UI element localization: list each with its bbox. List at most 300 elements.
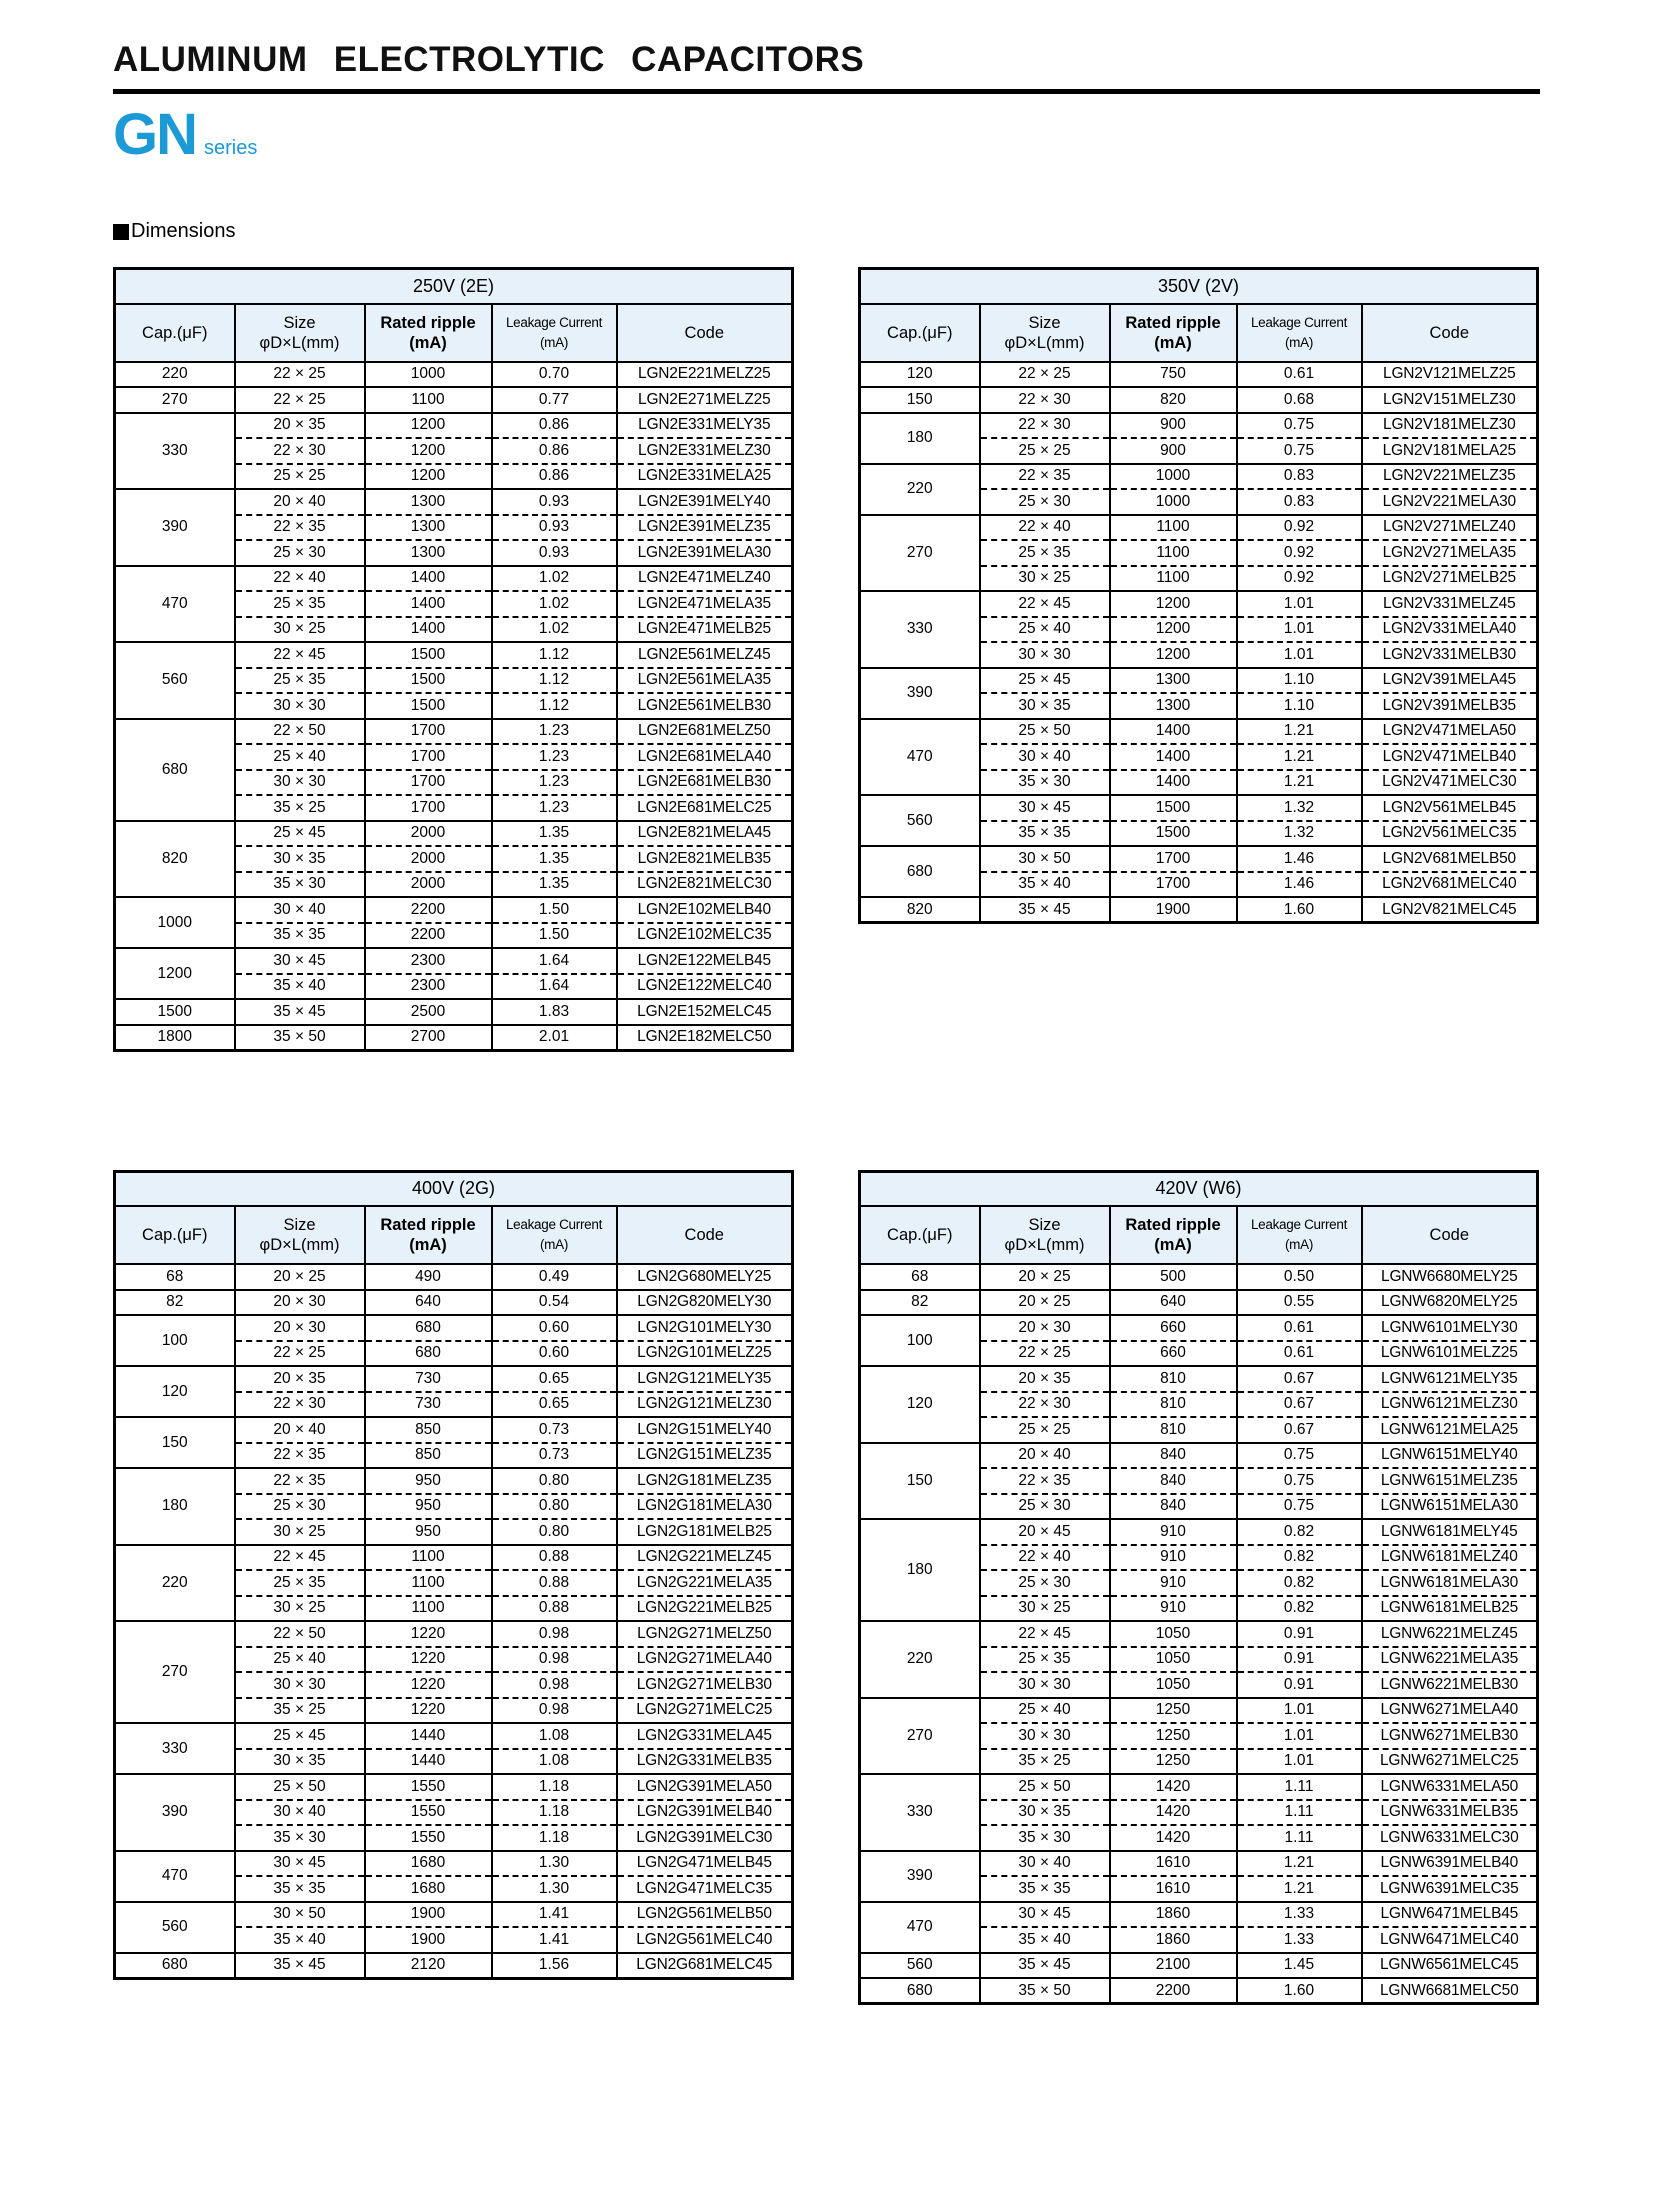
ripple-cell: 1700 <box>1110 846 1237 872</box>
table-row <box>860 1264 1538 1290</box>
table-row <box>115 999 793 1025</box>
leakage-cell: 1.45 <box>1237 1953 1362 1979</box>
header-line: φD×L(mm) <box>259 333 340 352</box>
leakage-cell: 0.75 <box>1237 438 1362 464</box>
code-cell: LGNW6181MELZ40 <box>1362 1545 1538 1571</box>
spec-table-420v <box>858 1170 1539 2006</box>
ripple-cell: 2000 <box>365 872 492 898</box>
leakage-cell: 0.91 <box>1237 1672 1362 1698</box>
size-cell: 30 × 30 <box>235 1672 365 1698</box>
ripple-cell: 1900 <box>1110 897 1237 923</box>
header-line: (mA) <box>539 334 569 350</box>
leakage-cell: 1.01 <box>1237 1749 1362 1775</box>
size-cell: 30 × 35 <box>980 693 1110 719</box>
leakage-cell: 0.55 <box>1237 1290 1362 1316</box>
cap-cell: 330 <box>860 1774 980 1851</box>
column-header-ripple <box>1110 304 1237 362</box>
size-cell: 25 × 35 <box>235 668 365 694</box>
ripple-cell: 1610 <box>1110 1876 1237 1902</box>
cap-cell: 1200 <box>115 948 235 999</box>
ripple-cell: 1440 <box>365 1723 492 1749</box>
size-cell: 20 × 30 <box>235 1290 365 1316</box>
table-row <box>860 668 1538 694</box>
leakage-cell: 0.80 <box>492 1494 617 1520</box>
code-cell: LGN2G471MELB45 <box>617 1851 793 1877</box>
leakage-cell: 0.93 <box>492 489 617 515</box>
ripple-cell: 900 <box>1110 413 1237 439</box>
code-cell: LGN2V221MELA30 <box>1362 489 1538 515</box>
ripple-cell: 950 <box>365 1494 492 1520</box>
code-cell: LGNW6151MELA30 <box>1362 1494 1538 1520</box>
header-line: Code <box>684 323 724 342</box>
ripple-cell: 1400 <box>365 591 492 617</box>
size-cell: 22 × 25 <box>980 1341 1110 1367</box>
leakage-cell: 1.60 <box>1237 1978 1362 2004</box>
leakage-cell: 1.11 <box>1237 1825 1362 1851</box>
code-cell: LGN2G271MELA40 <box>617 1647 793 1673</box>
ripple-cell: 910 <box>1110 1570 1237 1596</box>
size-cell: 22 × 35 <box>235 515 365 541</box>
size-cell: 20 × 35 <box>235 1366 365 1392</box>
top-tables-row <box>113 267 1540 1052</box>
leakage-cell: 0.67 <box>1237 1366 1362 1392</box>
size-cell: 30 × 25 <box>980 1596 1110 1622</box>
ripple-cell: 950 <box>365 1468 492 1494</box>
ripple-cell: 1100 <box>1110 566 1237 592</box>
cap-cell: 100 <box>860 1315 980 1366</box>
cap-cell: 680 <box>860 846 980 897</box>
code-cell: LGN2E331MELA25 <box>617 464 793 490</box>
ripple-cell: 680 <box>365 1341 492 1367</box>
size-cell: 25 × 30 <box>235 1494 365 1520</box>
leakage-cell: 0.75 <box>1237 413 1362 439</box>
cap-cell: 180 <box>860 1519 980 1621</box>
header-line: (mA) <box>1284 1237 1314 1252</box>
ripple-cell: 810 <box>1110 1366 1237 1392</box>
size-cell: 20 × 40 <box>980 1443 1110 1469</box>
code-cell: LGN2G221MELA35 <box>617 1570 793 1596</box>
table-row <box>860 1621 1538 1647</box>
leakage-cell: 0.86 <box>492 464 617 490</box>
size-cell: 20 × 35 <box>980 1366 1110 1392</box>
size-cell: 30 × 50 <box>980 846 1110 872</box>
size-cell: 35 × 30 <box>235 1825 365 1851</box>
ripple-cell: 1000 <box>1110 464 1237 490</box>
size-cell: 20 × 35 <box>235 413 365 439</box>
header-line: Code <box>1429 323 1469 342</box>
size-cell: 35 × 50 <box>980 1978 1110 2004</box>
ripple-cell: 1500 <box>1110 821 1237 847</box>
size-cell: 22 × 40 <box>235 566 365 592</box>
leakage-cell: 0.67 <box>1237 1417 1362 1443</box>
ripple-cell: 1550 <box>365 1800 492 1826</box>
code-cell: LGN2V151MELZ30 <box>1362 387 1538 413</box>
code-cell: LGN2V181MELZ30 <box>1362 413 1538 439</box>
cap-cell: 390 <box>115 1774 235 1851</box>
code-cell: LGN2V271MELB25 <box>1362 566 1538 592</box>
code-cell: LGN2G221MELB25 <box>617 1596 793 1622</box>
code-cell: LGNW6221MELA35 <box>1362 1647 1538 1673</box>
leakage-cell: 0.80 <box>492 1468 617 1494</box>
table-row <box>115 1417 793 1443</box>
size-cell: 30 × 45 <box>980 795 1110 821</box>
code-cell: LGNW6471MELC40 <box>1362 1927 1538 1953</box>
table-row <box>115 1723 793 1749</box>
leakage-cell: 1.10 <box>1237 693 1362 719</box>
table-row <box>860 1851 1538 1877</box>
size-cell: 22 × 35 <box>980 1468 1110 1494</box>
code-cell: LGN2G221MELZ45 <box>617 1545 793 1571</box>
leakage-cell: 1.50 <box>492 923 617 949</box>
table-row <box>115 1902 793 1928</box>
leakage-cell: 0.88 <box>492 1596 617 1622</box>
leakage-cell: 1.02 <box>492 566 617 592</box>
code-cell: LGNW6221MELZ45 <box>1362 1621 1538 1647</box>
size-cell: 22 × 50 <box>235 1621 365 1647</box>
cap-cell: 560 <box>115 1902 235 1953</box>
code-cell: LGN2G181MELB25 <box>617 1519 793 1545</box>
code-cell: LGNW6271MELC25 <box>1362 1749 1538 1775</box>
size-cell: 25 × 35 <box>235 591 365 617</box>
column-header-cap <box>860 1206 980 1264</box>
ripple-cell: 1100 <box>1110 515 1237 541</box>
leakage-cell: 0.65 <box>492 1366 617 1392</box>
cap-cell: 680 <box>860 1978 980 2004</box>
code-cell: LGN2V821MELC45 <box>1362 897 1538 923</box>
table-row <box>115 1264 793 1290</box>
ripple-cell: 1300 <box>1110 693 1237 719</box>
code-cell: LGN2V331MELB30 <box>1362 642 1538 668</box>
ripple-cell: 910 <box>1110 1545 1237 1571</box>
ripple-cell: 2200 <box>365 897 492 923</box>
size-cell: 25 × 45 <box>980 668 1110 694</box>
size-cell: 25 × 40 <box>235 744 365 770</box>
header-line: (mA) <box>409 333 447 352</box>
ripple-cell: 1700 <box>365 795 492 821</box>
header-line: Rated ripple <box>1125 1216 1221 1234</box>
header-line: φD×L(mm) <box>1004 1236 1085 1254</box>
leakage-cell: 1.23 <box>492 719 617 745</box>
leakage-cell: 1.23 <box>492 744 617 770</box>
code-cell: LGN2V121MELZ25 <box>1362 362 1538 388</box>
ripple-cell: 1680 <box>365 1876 492 1902</box>
code-cell: LGN2E561MELA35 <box>617 668 793 694</box>
leakage-cell: 0.92 <box>1237 540 1362 566</box>
leakage-cell: 0.73 <box>492 1417 617 1443</box>
size-cell: 22 × 50 <box>235 719 365 745</box>
table-row <box>860 1902 1538 1928</box>
code-cell: LGN2V471MELA50 <box>1362 719 1538 745</box>
ripple-cell: 1220 <box>365 1672 492 1698</box>
size-cell: 35 × 40 <box>235 974 365 1000</box>
ripple-cell: 1900 <box>365 1902 492 1928</box>
table-row <box>115 821 793 847</box>
size-cell: 30 × 45 <box>980 1902 1110 1928</box>
cap-cell: 220 <box>860 1621 980 1698</box>
leakage-cell: 1.23 <box>492 770 617 796</box>
leakage-cell: 0.50 <box>1237 1264 1362 1290</box>
code-cell: LGN2E821MELA45 <box>617 821 793 847</box>
page-title: ALUMINUM ELECTROLYTIC CAPACITORS <box>113 40 865 79</box>
table-row <box>115 362 793 388</box>
code-cell: LGNW6391MELB40 <box>1362 1851 1538 1877</box>
code-cell: LGNW6151MELY40 <box>1362 1443 1538 1469</box>
leakage-cell: 0.75 <box>1237 1468 1362 1494</box>
code-cell: LGN2E182MELC50 <box>617 1025 793 1051</box>
table-row <box>115 1366 793 1392</box>
size-cell: 22 × 45 <box>980 1621 1110 1647</box>
ripple-cell: 1100 <box>1110 540 1237 566</box>
code-cell: LGNW6101MELZ25 <box>1362 1341 1538 1367</box>
header-line: (mA) <box>1154 1236 1192 1254</box>
size-cell: 20 × 25 <box>980 1264 1110 1290</box>
size-cell: 22 × 35 <box>980 464 1110 490</box>
cap-cell: 470 <box>860 719 980 796</box>
leakage-cell: 0.54 <box>492 1290 617 1316</box>
code-cell: LGN2V561MELB45 <box>1362 795 1538 821</box>
ripple-cell: 1400 <box>365 617 492 643</box>
size-cell: 30 × 30 <box>980 1723 1110 1749</box>
table-head <box>860 269 1538 362</box>
cap-cell: 150 <box>860 1443 980 1520</box>
code-cell: LGN2G331MELB35 <box>617 1749 793 1775</box>
size-cell: 25 × 25 <box>980 1417 1110 1443</box>
leakage-cell: 1.83 <box>492 999 617 1025</box>
code-cell: LGN2G121MELZ30 <box>617 1392 793 1418</box>
size-cell: 30 × 50 <box>235 1902 365 1928</box>
cap-cell: 680 <box>115 1953 235 1979</box>
header-line: Leakage Current <box>505 314 603 330</box>
ripple-cell: 1900 <box>365 1927 492 1953</box>
size-cell: 30 × 30 <box>980 642 1110 668</box>
size-cell: 22 × 30 <box>235 438 365 464</box>
table-row <box>860 1366 1538 1392</box>
cap-cell: 68 <box>115 1264 235 1290</box>
table-row <box>860 515 1538 541</box>
code-cell: LGN2V561MELC35 <box>1362 821 1538 847</box>
ripple-cell: 900 <box>1110 438 1237 464</box>
leakage-cell: 0.75 <box>1237 1494 1362 1520</box>
code-cell: LGN2E391MELA30 <box>617 540 793 566</box>
leakage-cell: 1.18 <box>492 1800 617 1826</box>
header-line: (mA) <box>1154 333 1192 352</box>
size-cell: 30 × 40 <box>980 744 1110 770</box>
leakage-cell: 1.21 <box>1237 744 1362 770</box>
size-cell: 35 × 35 <box>980 821 1110 847</box>
leakage-cell: 0.88 <box>492 1545 617 1571</box>
code-cell: LGN2E331MELZ30 <box>617 438 793 464</box>
leakage-cell: 1.12 <box>492 642 617 668</box>
leakage-cell: 0.92 <box>1237 566 1362 592</box>
leakage-cell: 0.98 <box>492 1647 617 1673</box>
size-cell: 35 × 30 <box>980 1825 1110 1851</box>
leakage-cell: 0.86 <box>492 438 617 464</box>
leakage-cell: 0.91 <box>1237 1647 1362 1673</box>
ripple-cell: 1420 <box>1110 1800 1237 1826</box>
leakage-cell: 1.46 <box>1237 872 1362 898</box>
ripple-cell: 950 <box>365 1519 492 1545</box>
series-heading <box>113 102 1540 168</box>
leakage-cell: 1.56 <box>492 1953 617 1979</box>
ripple-cell: 1700 <box>1110 872 1237 898</box>
size-cell: 30 × 35 <box>235 846 365 872</box>
ripple-cell: 2000 <box>365 821 492 847</box>
leakage-cell: 0.60 <box>492 1341 617 1367</box>
code-cell: LGNW6121MELZ30 <box>1362 1392 1538 1418</box>
header-line: Size <box>1028 313 1061 332</box>
cap-cell: 270 <box>115 387 235 413</box>
header-line: (mA) <box>409 1236 447 1254</box>
ripple-cell: 1220 <box>365 1621 492 1647</box>
table-row <box>115 897 793 923</box>
size-cell: 30 × 30 <box>980 1672 1110 1698</box>
code-cell: LGN2V271MELA35 <box>1362 540 1538 566</box>
code-cell: LGN2V681MELC40 <box>1362 872 1538 898</box>
table-row <box>115 1545 793 1571</box>
size-cell: 22 × 35 <box>235 1468 365 1494</box>
ripple-cell: 1440 <box>365 1749 492 1775</box>
leakage-cell: 0.93 <box>492 540 617 566</box>
size-cell: 20 × 25 <box>980 1290 1110 1316</box>
leakage-cell: 1.01 <box>1237 1698 1362 1724</box>
leakage-cell: 1.01 <box>1237 617 1362 643</box>
leakage-cell: 1.33 <box>1237 1927 1362 1953</box>
code-cell: LGN2G471MELC35 <box>617 1876 793 1902</box>
ripple-cell: 1200 <box>365 464 492 490</box>
leakage-cell: 0.98 <box>492 1698 617 1724</box>
ripple-cell: 1220 <box>365 1647 492 1673</box>
leakage-cell: 1.12 <box>492 693 617 719</box>
size-cell: 20 × 40 <box>235 489 365 515</box>
code-cell: LGNW6181MELA30 <box>1362 1570 1538 1596</box>
ripple-cell: 1500 <box>1110 795 1237 821</box>
size-cell: 20 × 30 <box>235 1315 365 1341</box>
leakage-cell: 1.46 <box>1237 846 1362 872</box>
table-row <box>860 1953 1538 1979</box>
table-row <box>860 1519 1538 1545</box>
code-cell: LGNW6820MELY25 <box>1362 1290 1538 1316</box>
title-underline <box>113 89 1540 94</box>
leakage-cell: 1.11 <box>1237 1800 1362 1826</box>
ripple-cell: 2300 <box>365 948 492 974</box>
ripple-cell: 680 <box>365 1315 492 1341</box>
leakage-cell: 0.82 <box>1237 1570 1362 1596</box>
code-cell: LGN2E681MELB30 <box>617 770 793 796</box>
table-title-row <box>860 269 1538 304</box>
column-header-size <box>235 1206 365 1264</box>
ripple-cell: 810 <box>1110 1417 1237 1443</box>
column-header-code <box>1362 304 1538 362</box>
table-row <box>115 948 793 974</box>
code-cell: LGN2E561MELZ45 <box>617 642 793 668</box>
table-row <box>115 566 793 592</box>
cap-cell: 470 <box>115 566 235 643</box>
ripple-cell: 1860 <box>1110 1927 1237 1953</box>
spec-table-400v <box>113 1170 794 1980</box>
cap-cell: 560 <box>860 795 980 846</box>
size-cell: 30 × 30 <box>235 693 365 719</box>
column-header-leakage <box>1237 1206 1362 1264</box>
leakage-cell: 0.73 <box>492 1443 617 1469</box>
ripple-cell: 1200 <box>365 438 492 464</box>
leakage-cell: 1.21 <box>1237 770 1362 796</box>
leakage-cell: 1.02 <box>492 591 617 617</box>
ripple-cell: 640 <box>365 1290 492 1316</box>
table-title-row <box>115 269 793 304</box>
ripple-cell: 1200 <box>365 413 492 439</box>
ripple-cell: 2700 <box>365 1025 492 1051</box>
leakage-cell: 1.21 <box>1237 1876 1362 1902</box>
size-cell: 22 × 25 <box>235 362 365 388</box>
ripple-cell: 1680 <box>365 1851 492 1877</box>
column-header-size <box>980 304 1110 362</box>
cap-cell: 220 <box>115 1545 235 1622</box>
code-cell: LGN2G271MELZ50 <box>617 1621 793 1647</box>
cap-cell: 680 <box>115 719 235 821</box>
leakage-cell: 0.82 <box>1237 1519 1362 1545</box>
ripple-cell: 1050 <box>1110 1621 1237 1647</box>
size-cell: 20 × 45 <box>980 1519 1110 1545</box>
code-cell: LGN2G391MELC30 <box>617 1825 793 1851</box>
size-cell: 35 × 30 <box>235 872 365 898</box>
cap-cell: 820 <box>860 897 980 923</box>
size-cell: 35 × 45 <box>235 1953 365 1979</box>
cap-cell: 820 <box>115 821 235 898</box>
leakage-cell: 1.41 <box>492 1902 617 1928</box>
code-cell: LGN2G391MELB40 <box>617 1800 793 1826</box>
size-cell: 35 × 25 <box>980 1749 1110 1775</box>
table-title: 250V (2E) <box>115 269 793 304</box>
ripple-cell: 1610 <box>1110 1851 1237 1877</box>
size-cell: 35 × 40 <box>980 1927 1110 1953</box>
size-cell: 22 × 25 <box>235 1341 365 1367</box>
code-cell: LGN2G680MELY25 <box>617 1264 793 1290</box>
ripple-cell: 850 <box>365 1443 492 1469</box>
code-cell: LGN2G151MELY40 <box>617 1417 793 1443</box>
column-header-cap <box>860 304 980 362</box>
ripple-cell: 1300 <box>1110 668 1237 694</box>
code-cell: LGN2G561MELC40 <box>617 1927 793 1953</box>
table-row <box>115 489 793 515</box>
ripple-cell: 1000 <box>365 362 492 388</box>
size-cell: 30 × 40 <box>235 897 365 923</box>
table-row <box>115 1851 793 1877</box>
ripple-cell: 1300 <box>365 489 492 515</box>
size-cell: 25 × 35 <box>980 540 1110 566</box>
cap-cell: 270 <box>860 515 980 592</box>
code-cell: LGN2V221MELZ35 <box>1362 464 1538 490</box>
leakage-cell: 0.70 <box>492 362 617 388</box>
cap-cell: 120 <box>860 362 980 388</box>
column-header-code <box>1362 1206 1538 1264</box>
cap-cell: 330 <box>860 591 980 668</box>
section-dimensions-heading <box>113 220 1540 243</box>
leakage-cell: 1.64 <box>492 974 617 1000</box>
cap-cell: 120 <box>860 1366 980 1443</box>
ripple-cell: 1250 <box>1110 1723 1237 1749</box>
ripple-cell: 1420 <box>1110 1774 1237 1800</box>
ripple-cell: 490 <box>365 1264 492 1290</box>
size-cell: 30 × 25 <box>235 1519 365 1545</box>
leakage-cell: 0.80 <box>492 1519 617 1545</box>
column-header-code <box>617 304 793 362</box>
column-header-ripple <box>1110 1206 1237 1264</box>
code-cell: LGN2E681MELZ50 <box>617 719 793 745</box>
table-title: 400V (2G) <box>115 1171 793 1206</box>
ripple-cell: 1220 <box>365 1698 492 1724</box>
code-cell: LGNW6121MELY35 <box>1362 1366 1538 1392</box>
ripple-cell: 1050 <box>1110 1647 1237 1673</box>
